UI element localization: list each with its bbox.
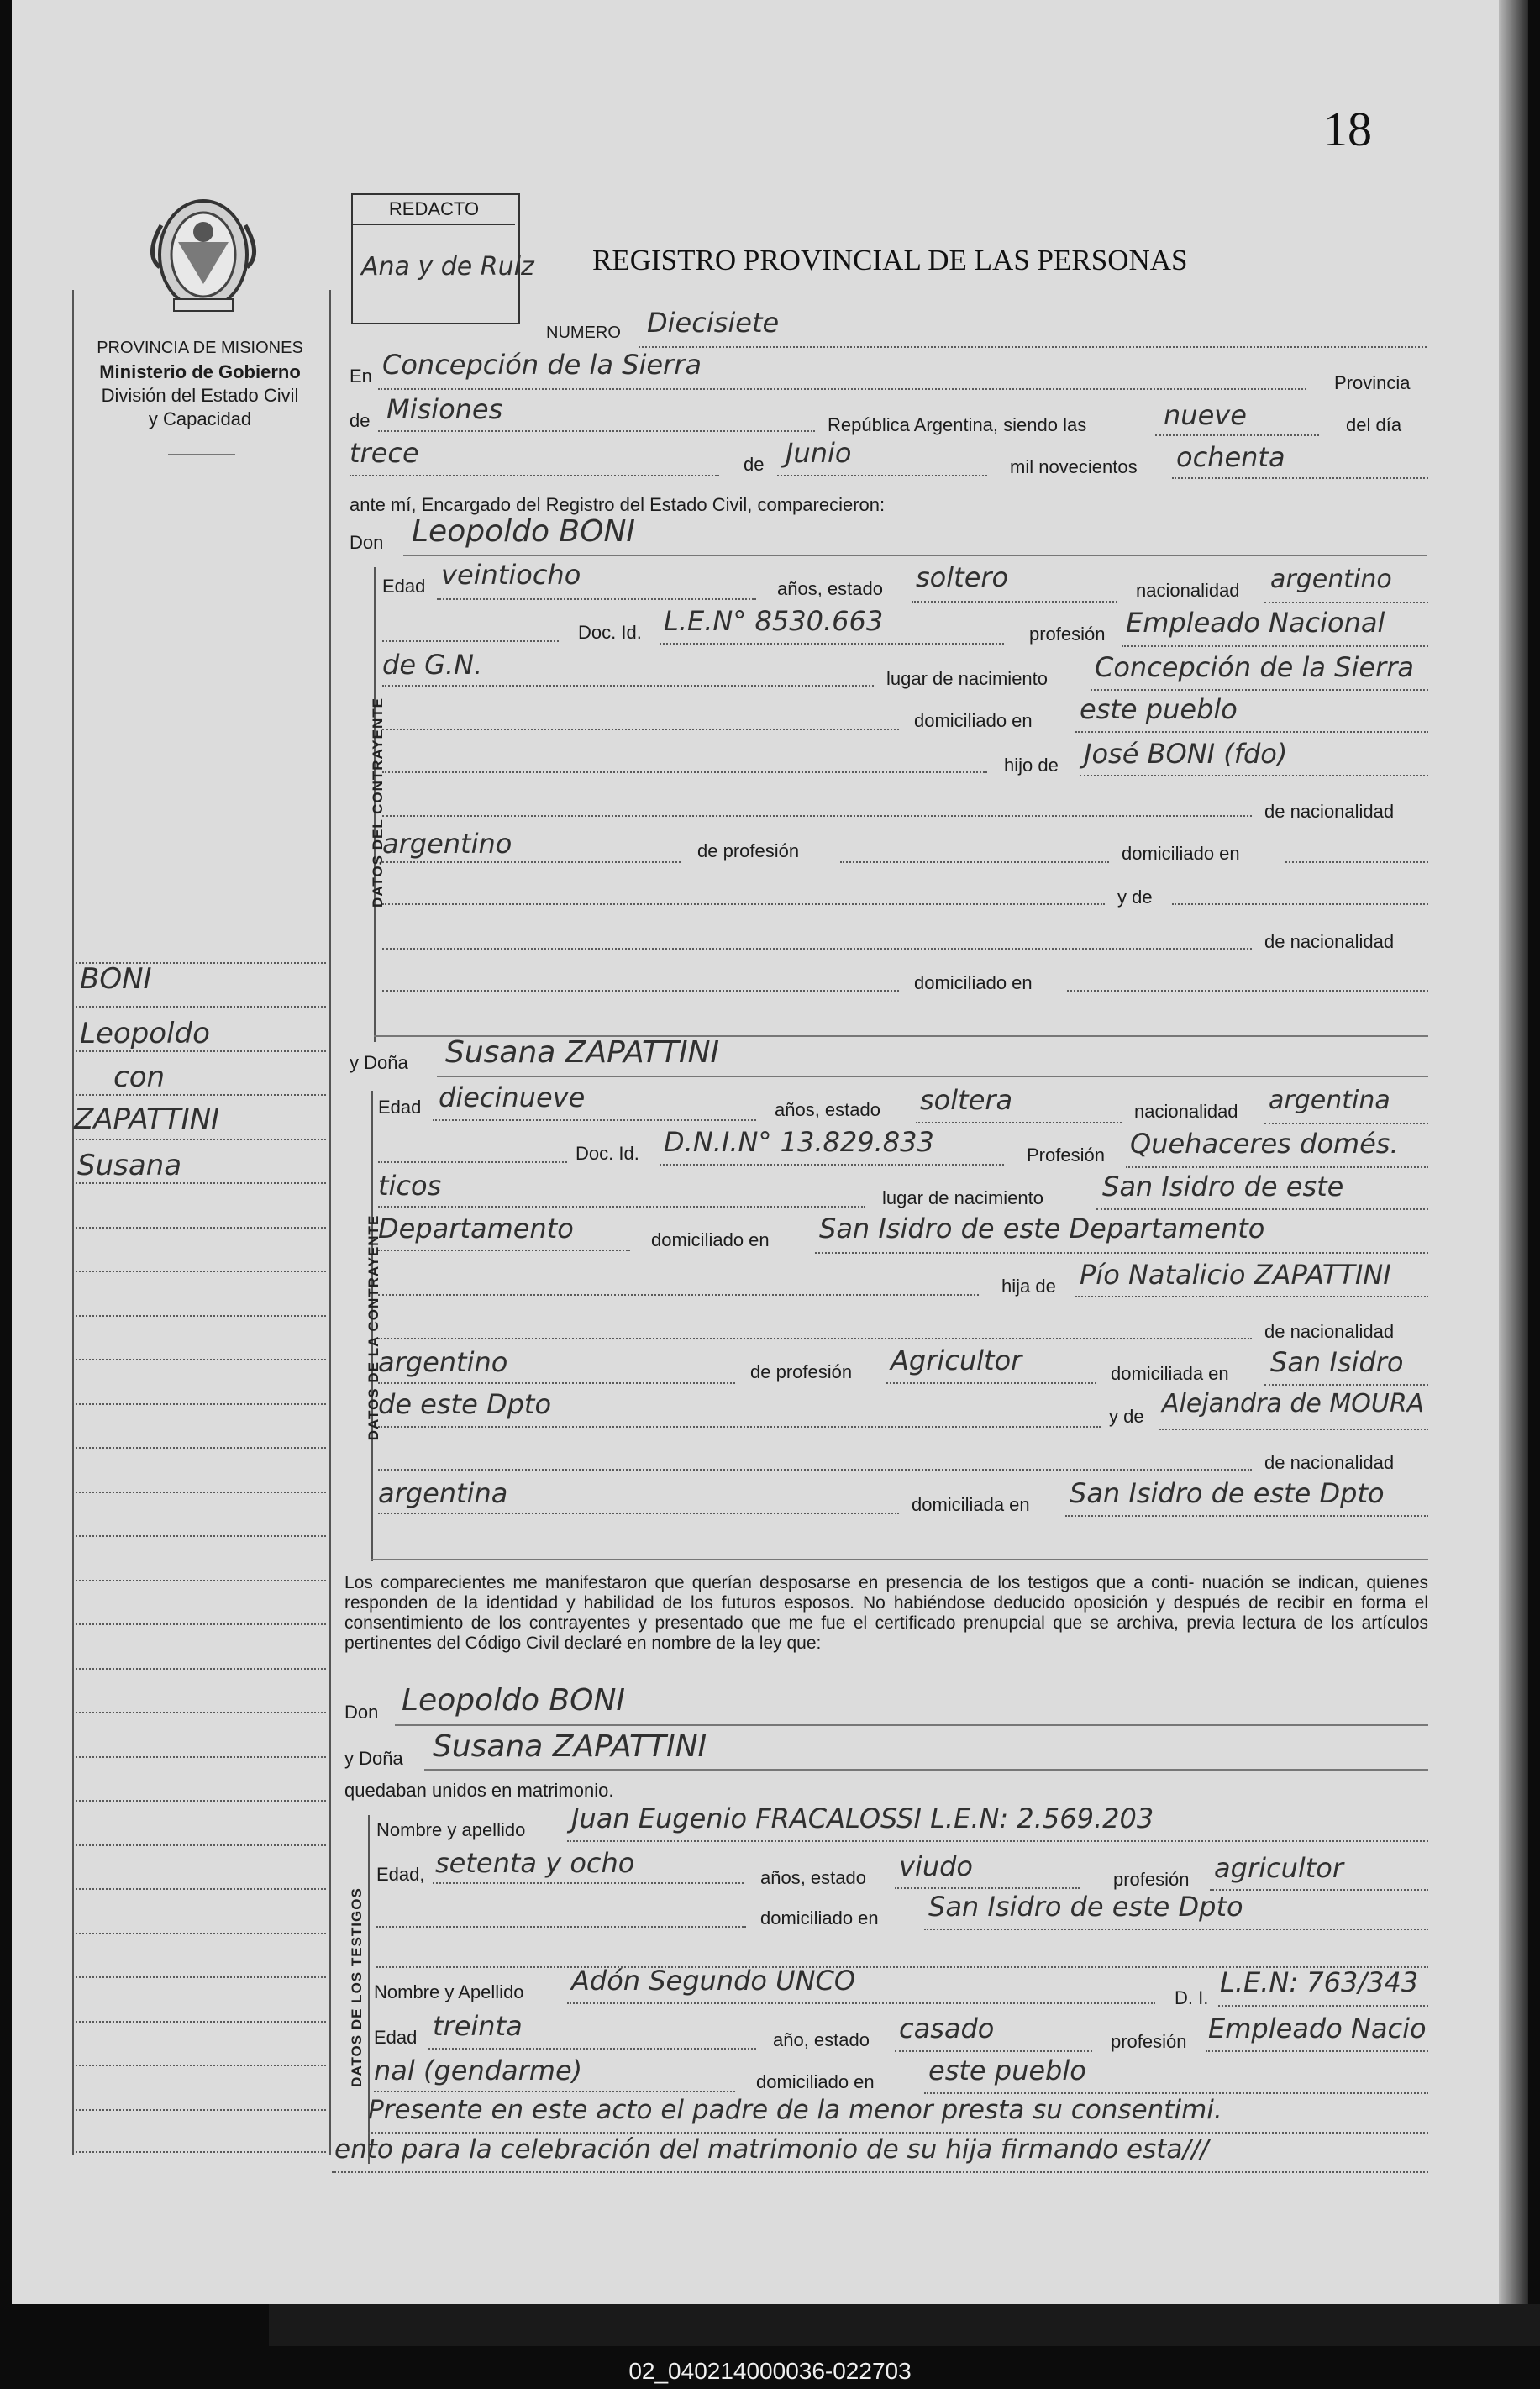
groom-lugar: Concepción de la Sierra (1095, 651, 1414, 683)
w2-di-label: D. I. (1175, 1987, 1209, 2008)
groom-padre: José BONI (fdo) (1084, 738, 1288, 770)
w2-dom-label: domiciliado en (756, 2071, 875, 2092)
bride-padre-dom-b: de este Dpto (378, 1388, 552, 1420)
redacto-signature: Ana y de Ruiz (361, 252, 534, 282)
w1-prof: agricultor (1214, 1852, 1344, 1884)
margin-surname-groom: BONI (80, 962, 152, 996)
decl-dona-label: y Doña (344, 1748, 403, 1769)
w2-nombre: Adón Segundo UNCO (571, 1965, 856, 1997)
coat-of-arms-seal (145, 192, 262, 318)
groom-prof-b: de G.N. (382, 649, 483, 681)
groom-hijo-label: hijo de (1004, 755, 1059, 776)
republica-label: República Argentina, siendo las (828, 414, 1087, 435)
bride-estado-label: años, estado (775, 1099, 880, 1120)
groom-padre-nac-label: de nacionalidad (1264, 801, 1395, 822)
groom-nac-label: nacionalidad (1136, 580, 1240, 601)
de-mes-label: de (744, 454, 765, 475)
bride-nac-label: nacionalidad (1134, 1101, 1238, 1122)
bride-madre-nac: argentina (378, 1477, 508, 1509)
declaration-text: Los comparecientes me manifestaron que querían desposarse en presencia de los testigos que a conti- nuación se indican, quienes responden de la identidad y habilidad de los futuros esposos. No habiéndose deducido oposición y después de recibir en forma el consentimiento de los contrayentes y presentado que me fue el certificado prenupcial que se archiva, previa lectura de los artículos pertinentes del Código Civil declaré en nombre de la ley que: (344, 1573, 1428, 1653)
del-dia-label: del día (1346, 414, 1402, 435)
bride-doc: D.N.I.N° 13.829.833 (664, 1126, 934, 1158)
bride-madre-label: y de (1109, 1406, 1144, 1427)
bride-section-label: DATOS DE LA CONTRAYENTE (365, 1214, 381, 1441)
bride-dom: San Isidro de este Departamento (819, 1213, 1265, 1244)
bride-prof-a: Quehaceres domés. (1130, 1128, 1399, 1160)
bride-padre: Pío Natalicio ZAPATTINI (1080, 1259, 1391, 1291)
groom-edad: veintiocho (441, 559, 581, 591)
w2-dom: este pueblo (928, 2055, 1086, 2086)
book-spine (1499, 0, 1528, 2304)
w1-nombre-label: Nombre y apellido (376, 1819, 526, 1840)
margin-name-groom: Leopoldo (80, 1017, 210, 1050)
sidebar-right-border (329, 290, 331, 2155)
margin-surname-bride: ZAPATTINI (74, 1102, 220, 1136)
consent-note-line2: ento para la celebración del matrimonio de su hija firmando esta/// (334, 2134, 1209, 2165)
document-title: REGISTRO PROVINCIAL DE LAS PERSONAS (592, 244, 1188, 276)
don-label: Don (350, 532, 384, 553)
groom-padre-prof-label: de profesión (697, 840, 800, 861)
w1-dom: San Isidro de este Dpto (928, 1891, 1243, 1923)
bride-prof-b: ticos (378, 1170, 442, 1202)
bride-nac: argentina (1269, 1086, 1390, 1115)
w1-estado: viudo (899, 1850, 973, 1882)
bride-padre-dom-label: domiciliada en (1111, 1363, 1229, 1384)
bride-lugar-label: lugar de nacimiento (882, 1187, 1044, 1208)
mes-value: Junio (786, 437, 852, 469)
groom-doc: L.E.N° 8530.663 (664, 605, 884, 637)
groom-nac: argentino (1270, 565, 1392, 594)
groom-prof-label: profesión (1029, 624, 1106, 645)
w2-edad-label: Edad (374, 2027, 418, 2048)
bride-hija-label: hija de (1001, 1276, 1056, 1297)
groom-dom-label: domiciliado en (914, 710, 1033, 731)
groom-madre-dom-label: domiciliado en (914, 972, 1033, 993)
sidebar-left-border (72, 290, 74, 2155)
sidebar-capacity: y Capacidad (148, 408, 252, 429)
w2-prof-a: Empleado Nacio (1208, 2013, 1427, 2044)
anio-value: ochenta (1176, 441, 1285, 473)
w1-edad-label: Edad, (376, 1864, 425, 1885)
w1-prof-label: profesión (1113, 1869, 1190, 1890)
bride-edad: diecinueve (439, 1081, 586, 1113)
w2-prof-b: nal (gendarme) (374, 2055, 583, 2086)
groom-padre-dom-label: domiciliado en (1122, 843, 1240, 864)
provincia-label: Provincia (1334, 372, 1411, 393)
groom-madre-label: y de (1117, 887, 1153, 908)
margin-con: con (113, 1060, 166, 1094)
w2-estado: casado (899, 2013, 995, 2044)
w1-dom-label: domiciliado en (760, 1908, 879, 1929)
page-number: 18 (1323, 102, 1372, 156)
bride-padre-nac: argentino (378, 1346, 508, 1378)
groom-section-label: DATOS DEL CONTRAYENTE (370, 697, 386, 908)
w2-prof-label: profesión (1111, 2031, 1187, 2052)
sidebar-divider (168, 454, 235, 455)
bride-madre-dom: San Isidro de este Dpto (1070, 1477, 1385, 1509)
image-caption: 02_040214000036-022703 (628, 2358, 912, 2384)
ante-mi-text: ante mí, Encargado del Registro del Estado Civil, comparecieron: (350, 494, 886, 515)
lugar-value: Concepción de la Sierra (382, 349, 702, 381)
bride-lugar-b: Departamento (378, 1213, 574, 1244)
groom-name: Leopoldo BONI (412, 514, 636, 549)
mil-label: mil novecientos (1010, 456, 1138, 477)
redacto-label: REDACTO (353, 198, 515, 225)
en-label: En (350, 366, 372, 387)
bride-madre-nac-label: de nacionalidad (1264, 1452, 1395, 1473)
decl-don-label: Don (344, 1702, 379, 1723)
bride-madre: Alejandra de MOURA (1162, 1389, 1425, 1418)
consent-note-line1: Presente en este acto el padre de la menor presta su consentimi. (368, 2095, 1222, 2125)
groom-madre-nac-label: de nacionalidad (1264, 931, 1395, 952)
sidebar-division: División del Estado Civil (101, 385, 299, 406)
bride-padre-prof-label: de profesión (750, 1361, 853, 1382)
decl-don-name: Leopoldo BONI (402, 1683, 626, 1718)
sidebar-province: PROVINCIA DE MISIONES (97, 339, 303, 357)
bride-padre-dom-a: San Isidro (1270, 1346, 1404, 1378)
w2-estado-label: año, estado (773, 2029, 870, 2050)
numero-value: Diecisiete (647, 307, 780, 339)
decl-dona-name: Susana ZAPATTINI (433, 1729, 707, 1764)
numero-label: NUMERO (546, 324, 621, 342)
bride-lugar: San Isidro de este (1102, 1171, 1344, 1202)
scan-bottom-bar (269, 2304, 1540, 2346)
groom-estado: soltero (916, 561, 1009, 593)
bride-estado: soltera (920, 1084, 1013, 1116)
bride-padre-nac-label: de nacionalidad (1264, 1321, 1395, 1342)
bride-madre-dom-label: domiciliada en (912, 1494, 1030, 1515)
w1-estado-label: años, estado (760, 1867, 866, 1888)
bride-edad-label: Edad (378, 1097, 422, 1118)
bride-name: Susana ZAPATTINI (445, 1035, 720, 1070)
bride-prof-label: Profesión (1027, 1145, 1105, 1166)
de-label: de (350, 410, 371, 431)
w2-nombre-label: Nombre y Apellido (374, 1981, 524, 2002)
hora-value: nueve (1164, 399, 1247, 431)
groom-estado-label: años, estado (777, 578, 883, 599)
groom-dom: este pueblo (1080, 693, 1238, 725)
y-dona-label: y Doña (350, 1052, 408, 1073)
bride-dom-label: domiciliado en (651, 1229, 770, 1250)
bride-doc-label: Doc. Id. (576, 1143, 639, 1164)
w2-edad: treinta (433, 2010, 523, 2042)
groom-padre-nac: argentino (382, 828, 512, 860)
groom-lugar-label: lugar de nacimiento (886, 668, 1049, 689)
w1-edad: setenta y ocho (435, 1847, 635, 1879)
sidebar-ministry: Ministerio de Gobierno (99, 361, 301, 382)
groom-prof-a: Empleado Nacional (1126, 607, 1385, 639)
margin-name-bride: Susana (77, 1149, 182, 1182)
bride-padre-prof: Agricultor (891, 1344, 1022, 1376)
quedaban-text: quedaban unidos en matrimonio. (344, 1780, 614, 1801)
provincia-value: Misiones (386, 393, 503, 425)
groom-doc-label: Doc. Id. (578, 622, 642, 643)
dia-value: trece (350, 437, 419, 469)
w1-nombre: Juan Eugenio FRACALOSSI L.E.N: 2.569.203 (571, 1802, 1154, 1834)
groom-edad-label: Edad (382, 576, 426, 597)
witness-section-label: DATOS DE LOS TESTIGOS (349, 1887, 365, 2087)
w2-di: L.E.N: 763/343 (1220, 1966, 1419, 1998)
